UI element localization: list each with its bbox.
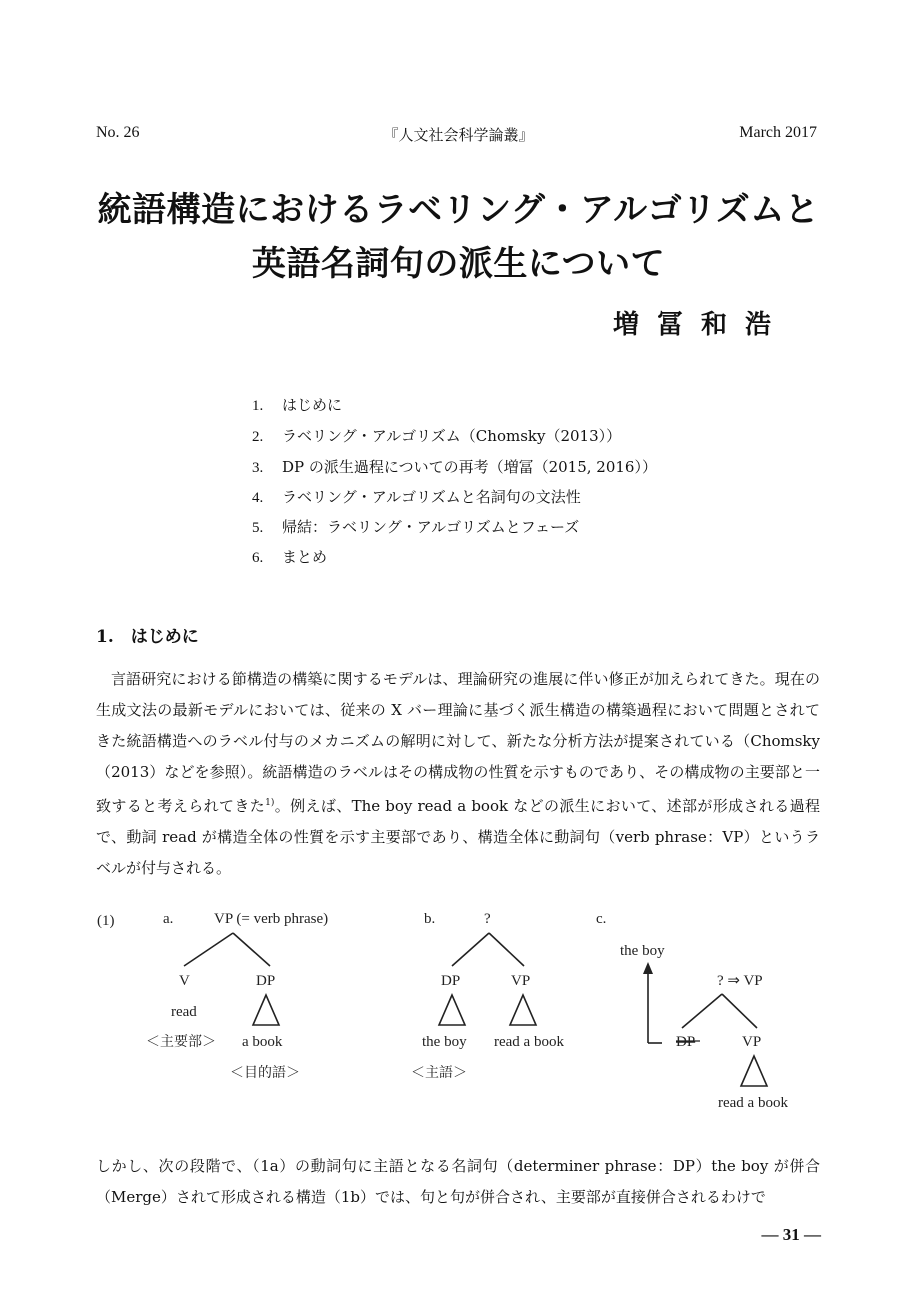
paragraph-line: 。例えば、The boy read a book など — [274, 797, 544, 815]
tree-a-root: VP (= verb phrase) — [214, 911, 329, 927]
tree-a-branch-left — [184, 933, 233, 966]
paragraph-line: 造全体に動詞句（verb phrase：VP）というラベルが付与される。 — [96, 828, 820, 877]
footnote-mark: 1) — [265, 798, 275, 808]
issue-date: March 2017 — [739, 124, 817, 141]
tree-b-vp: VP — [511, 973, 531, 989]
example-number: (1) — [97, 913, 115, 929]
tree-b-branch-right — [489, 933, 524, 966]
tree-b-label: b. — [424, 911, 436, 927]
tree-a-v: V — [179, 973, 190, 989]
toc-number: 3. — [252, 460, 264, 476]
tree-b-root: ? — [484, 911, 491, 927]
tree-c-root: ? ⇒ VP — [717, 973, 763, 989]
tree-a-head-word: read — [171, 1004, 197, 1020]
tree-c-vp-words: read a book — [718, 1095, 788, 1111]
tree-b-right-triangle — [510, 995, 536, 1025]
tree-c-triangle — [741, 1056, 767, 1086]
paragraph-line: おいて問題とされてきた統語構造へのラベル付与のメカニズムの解明に対して、新たな分析方法が — [96, 701, 820, 750]
paragraph-line: た。現在の生成文法の最新モデルにおいては、従来の X バー理論に基づく派生構造の構築過程に — [96, 670, 820, 719]
paragraph-line: しかし、次の段階で、（1a）の動詞句に主語となる名詞句（determiner phrase：DP）the boy が併合 — [96, 1157, 820, 1175]
toc-label: 帰結：ラベリング・アルゴリズムとフェーズ — [282, 518, 580, 536]
toc-number: 5. — [252, 520, 264, 536]
section-heading: 1. はじめに — [96, 627, 199, 647]
author-name: 増冨和浩 — [612, 310, 789, 340]
tree-a-object-note: ＜目的語＞ — [230, 1065, 300, 1081]
paragraph-line: のであり、その構成物の主要部と一致すると考えられてきた — [96, 763, 820, 815]
paper-title-line-1: 統語構造におけるラベリング・アルゴリズムと — [97, 190, 820, 230]
toc-number: 1. — [252, 398, 264, 414]
arrow-up-icon — [643, 962, 653, 974]
tree-b-left-triangle — [439, 995, 465, 1025]
toc-label: DP の派生過程についての再考（増冨（2015, 2016）） — [282, 458, 657, 476]
journal-issue: No. 26 — [96, 124, 140, 141]
paragraph-line: の派生において、述部が形成される過程で、動詞 read が構造全体の性質を示す主要部であり、構 — [96, 797, 820, 846]
tree-c-vp: VP — [742, 1034, 762, 1050]
tree-b-subject-note: ＜主語＞ — [411, 1065, 467, 1081]
tree-a-label: a. — [163, 911, 174, 927]
toc-number: 2. — [252, 429, 264, 445]
page-number: — 31 — — [761, 1225, 821, 1244]
paper-title-line-2: 英語名詞句の派生について — [251, 244, 666, 284]
tree-c-branch-left — [682, 994, 722, 1028]
toc-label: ラベリング・アルゴリズム（Chomsky（2013）） — [282, 427, 622, 445]
tree-c-dp-trace: DP — [676, 1034, 696, 1050]
tree-c-branch-right — [722, 994, 757, 1028]
toc-label: まとめ — [282, 548, 328, 566]
tree-b-dp: DP — [441, 973, 461, 989]
tree-c-label: c. — [596, 911, 607, 927]
paragraph-line: 提案されている（Chomsky（2013）などを参照）。統語構造のラベルはその構成物の性質を示すも — [96, 732, 820, 781]
toc-label: ラベリング・アルゴリズムと名詞句の文法性 — [282, 488, 581, 506]
toc-label: はじめに — [282, 396, 343, 414]
tree-a-dp: DP — [256, 973, 276, 989]
tree-a-head-note: ＜主要部＞ — [146, 1034, 216, 1050]
paragraph-line: （Merge）されて形成される構造（1b）では、句と句が併合され、主要部が直接併合されるわけで — [96, 1188, 766, 1206]
body-paragraph-2 — [96, 1151, 820, 1213]
tree-b-subject-word: the boy — [422, 1034, 467, 1050]
tree-a-branch-right — [233, 933, 270, 966]
tree-b-branch-left — [452, 933, 489, 966]
tree-a-object-word: a book — [242, 1034, 283, 1050]
toc-number: 6. — [252, 550, 264, 566]
paragraph-line: 言語研究における節構造の構築に関するモデルは、理論研究の進展に伴い修正が加えられてき — [111, 670, 745, 688]
tree-a-triangle — [253, 995, 279, 1025]
journal-title: 『人文社会科学論叢』 — [383, 126, 534, 144]
tree-b-vp-words: read a book — [494, 1034, 564, 1050]
toc-number: 4. — [252, 490, 264, 506]
tree-c-moved-subject: the boy — [620, 943, 665, 959]
